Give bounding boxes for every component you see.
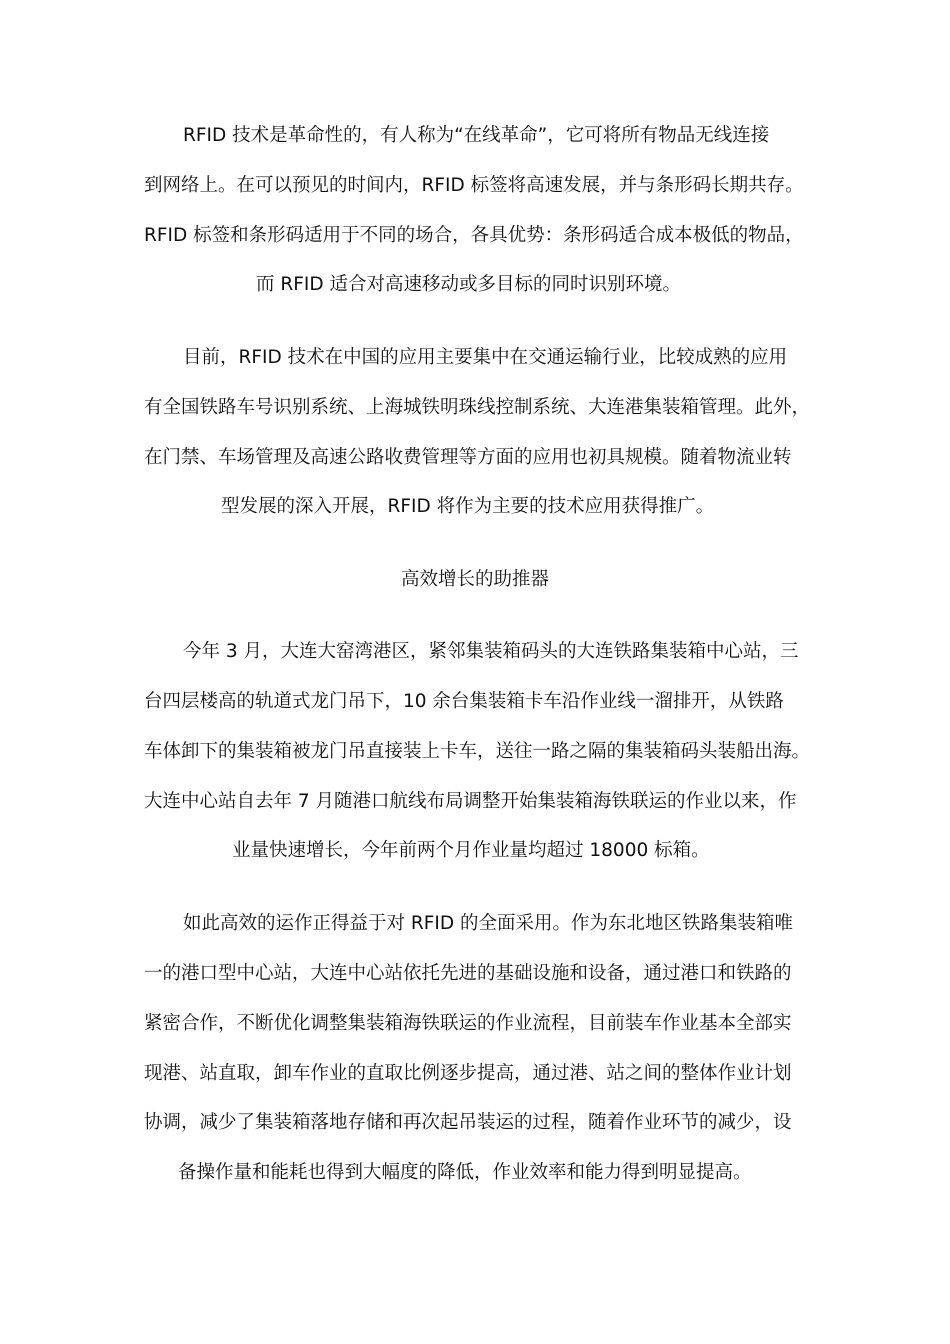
paragraph-3-line-3: 车体卸下的集装箱被龙门吊直接装上卡车，送往一路之隔的集装箱码头装船出海。 (144, 741, 811, 762)
paragraph-3-line-5: 业量快速增长，今年前两个月作业量均超过 18000 标箱。 (232, 840, 710, 861)
paragraph-4-line-5: 协调，减少了集装箱落地存储和再次起吊装运的过程，随着作业环节的减少，设 (144, 1112, 792, 1133)
paragraph-2-line-3: 在门禁、车场管理及高速公路收费管理等方面的应用也初具规模。随着物流业转 (144, 447, 792, 468)
paragraph-2-line-4: 型发展的深入开展，RFID 将作为主要的技术应用获得推广。 (221, 496, 715, 517)
section-heading: 高效增长的助推器 (400, 569, 549, 590)
paragraph-4-line-3: 紧密合作，不断优化调整集装箱海铁联运的作业流程，目前装车作业基本全部实 (144, 1013, 792, 1034)
paragraph-2-line-1: 目前，RFID 技术在中国的应用主要集中在交通运输行业，比较成熟的应用 (183, 347, 788, 368)
paragraph-3-line-1: 今年 3 月，大连大窑湾港区，紧邻集装箱码头的大连铁路集装箱中心站，三 (183, 641, 799, 662)
paragraph-2-line-2: 有全国铁路车号识别系统、上海城铁明珠线控制系统、大连港集装箱管理。此外， (144, 397, 811, 418)
paragraph-4-line-4: 现港、站直取，卸车作业的直取比例逐步提高，通过港、站之间的整体作业计划 (144, 1063, 792, 1084)
paragraph-3-line-2: 台四层楼高的轨道式龙门吊下，10 余台集装箱卡车沿作业线一溜排开，从铁路 (144, 691, 784, 712)
paragraph-4-line-6: 备操作量和能耗也得到大幅度的降低，作业效率和能力得到明显提高。 (178, 1162, 752, 1183)
paragraph-1-line-4: 而 RFID 适合对高速移动或多目标的同时识别环境。 (256, 274, 681, 295)
paragraph-1-line-1: RFID 技术是革命性的，有人称为“在线革命”，它可将所有物品无线连接 (183, 125, 770, 146)
paragraph-4-line-1: 如此高效的运作正得益于对 RFID 的全面采用。作为东北地区铁路集装箱唯 (183, 913, 793, 934)
paragraph-3-line-4: 大连中心站自去年 7 月随港口航线布局调整开始集装箱海铁联运的作业以来，作 (144, 791, 797, 812)
paragraph-4-line-2: 一的港口型中心站，大连中心站依托先进的基础设施和设备，通过港口和铁路的 (144, 963, 792, 984)
paragraph-1-line-2: 到网络上。在可以预见的时间内，RFID 标签将高速发展，并与条形码长期共存。 (144, 175, 804, 196)
paragraph-1-line-3: RFID 标签和条形码适用于不同的场合，各具优势：条形码适合成本极低的物品， (144, 225, 804, 246)
